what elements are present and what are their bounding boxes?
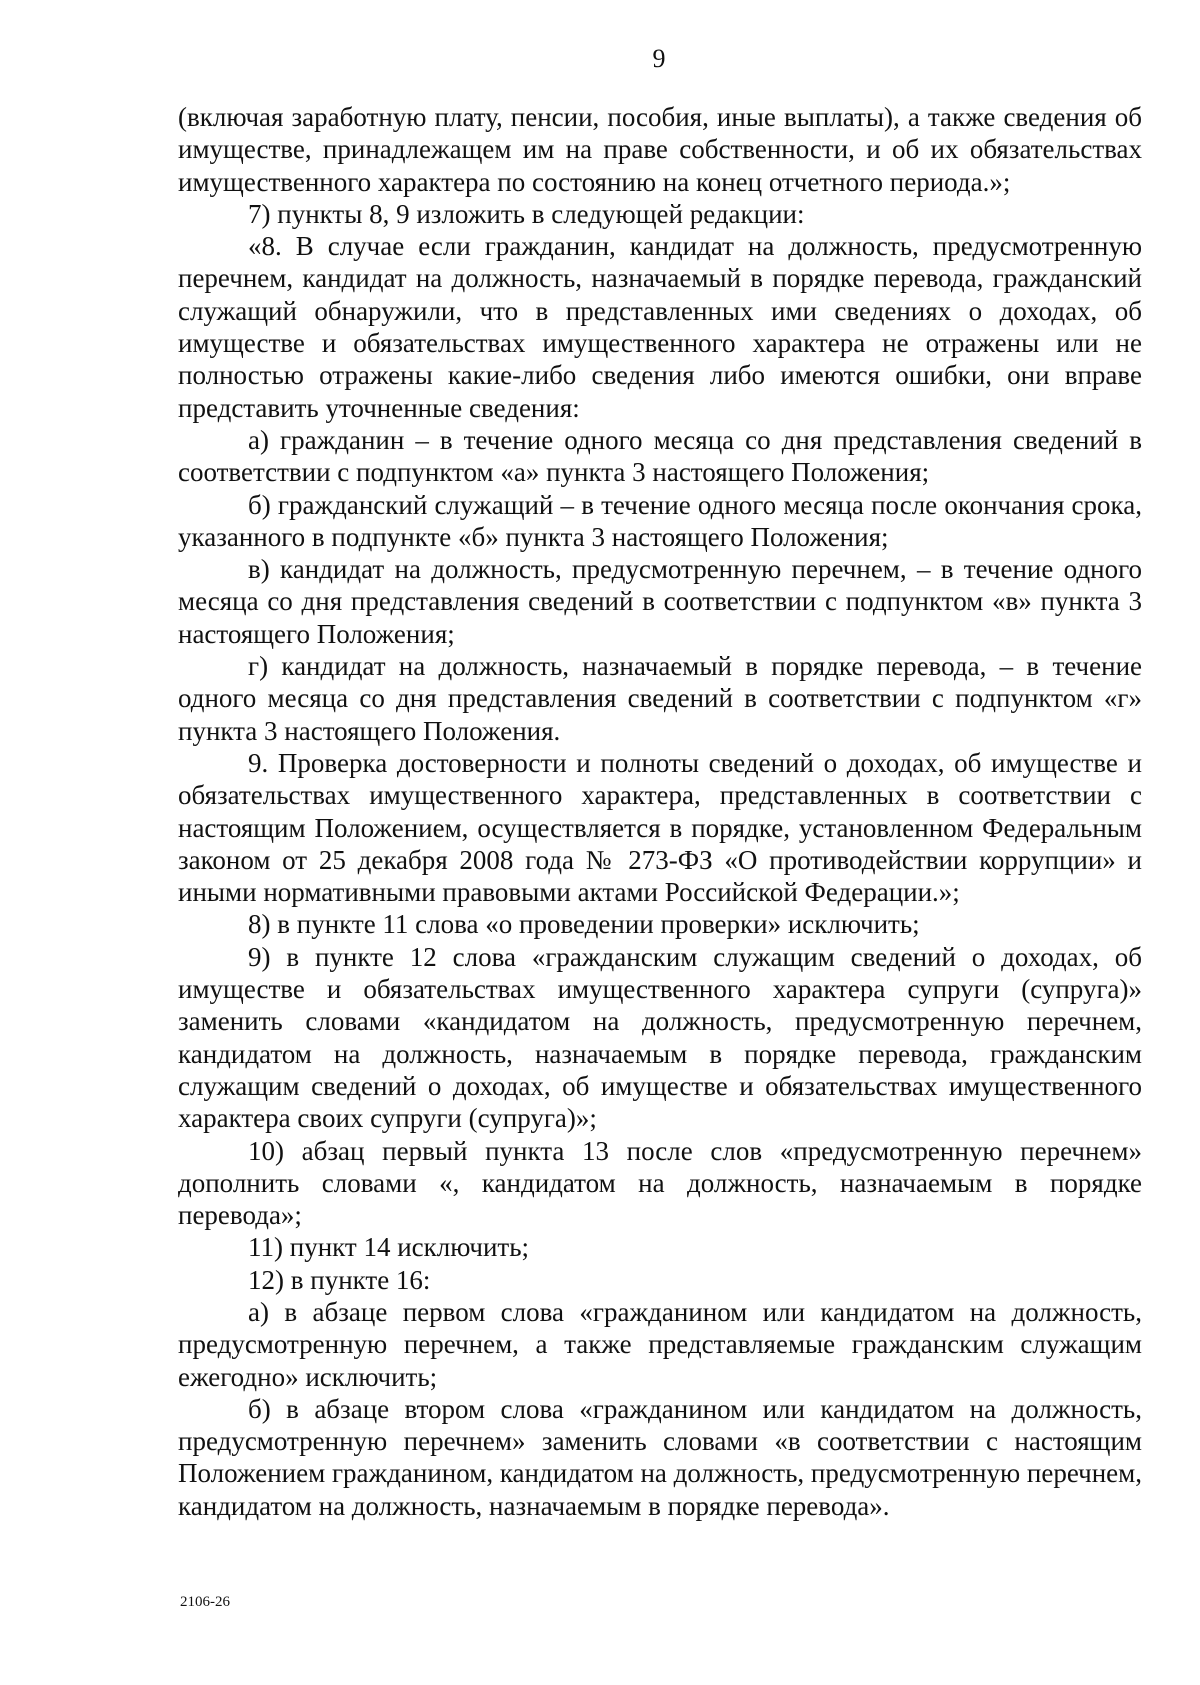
paragraph-point-8-b: б) гражданский служащий – в течение одного месяца после окончания срока, указанного в подпункте «б» пункта 3 настоящего Положения; bbox=[178, 489, 1142, 552]
paragraph-item-7: 7) пункты 8, 9 изложить в следующей редакции: bbox=[248, 198, 805, 229]
page-number: 9 bbox=[652, 44, 666, 73]
document-body bbox=[178, 101, 1142, 1522]
paragraph-point-8-g: г) кандидат на должность, назначаемый в порядке перевода, – в течение одного месяца со дня представления сведений в соответствии с подпунктом «г» пункта 3 настоящего Положения. bbox=[178, 651, 1142, 746]
paragraph-item-9: 9) в пункте 12 слова «гражданским служащим сведений о доходах, об имуществе и обязательствах имущественного характера супруги (супруга)» заменить словами «кандидатом на должность, предусмотренную перечнем, кандидатом на должность, назначаемым в порядке перевода, гражданским служащим сведений о доходах, об имуществе и обязательствах имущественного характера своих супруги (супруга)»; bbox=[178, 941, 1142, 1134]
paragraph-continuation: (включая заработную плату, пенсии, пособия, иные выплаты), а также сведения об имуществе, принадлежащем им на праве собственности, и об их обязательствах имущественного характера по состоянию на конец отчетного периода.»; bbox=[178, 102, 1142, 197]
paragraph-item-10: 10) абзац первый пункта 13 после слов «предусмотренную перечнем» дополнить словами «, кандидатом на должность, назначаемым в порядке перевода»; bbox=[178, 1135, 1142, 1231]
paragraph-point-8: «8. В случае если гражданин, кандидат на должность, предусмотренную перечнем, кандидат на должность, назначаемый в порядке перевода, гражданский служащий обнаружили, что в представленных ими сведениях о доходах, об имуществе и обязательствах имущественного характера не отражены или не полностью отражены какие-либо сведения либо имеются ошибки, они вправе представить уточненные сведения: bbox=[178, 231, 1142, 423]
paragraph-point-9: 9. Проверка достоверности и полноты сведений о доходах, об имуществе и обязательствах имущественного характера, представленных в соответствии с настоящим Положением, осуществляется в порядке, установленном Федеральным законом от 25 декабря 2008 года № 273-ФЗ «О противодействии коррупции» и иными нормативными правовыми актами Российской Федерации.»; bbox=[178, 747, 1142, 908]
paragraph-point-8-a: а) гражданин – в течение одного месяца со дня представления сведений в соответствии с подпунктом «а» пункта 3 настоящего Положения; bbox=[178, 424, 1142, 488]
document-code: 2106-26 bbox=[180, 1594, 230, 1610]
paragraph-item-12-b: б) в абзаце втором слова «гражданином или кандидатом на должность, предусмотренную перечнем» заменить словами «в соответствии с настоящим Положением гражданином, кандидатом на должность, предусмотренную перечнем, кандидатом на должность, назначаемым в порядке перевода». bbox=[178, 1393, 1142, 1521]
paragraph-item-12: 12) в пункте 16: bbox=[248, 1264, 431, 1295]
paragraph-item-11: 11) пункт 14 исключить; bbox=[248, 1232, 530, 1263]
paragraph-point-8-v: в) кандидат на должность, предусмотренную перечнем, – в течение одного месяца со дня представления сведений в соответствии с подпунктом «в» пункта 3 настоящего Положения; bbox=[178, 554, 1142, 649]
paragraph-item-12-a: а) в абзаце первом слова «гражданином или кандидатом на должность, предусмотренную перечнем, а также представляемые гражданским служащим ежегодно» исключить; bbox=[178, 1296, 1142, 1392]
paragraph-item-8: 8) в пункте 11 слова «о проведении проверки» исключить; bbox=[248, 909, 920, 940]
